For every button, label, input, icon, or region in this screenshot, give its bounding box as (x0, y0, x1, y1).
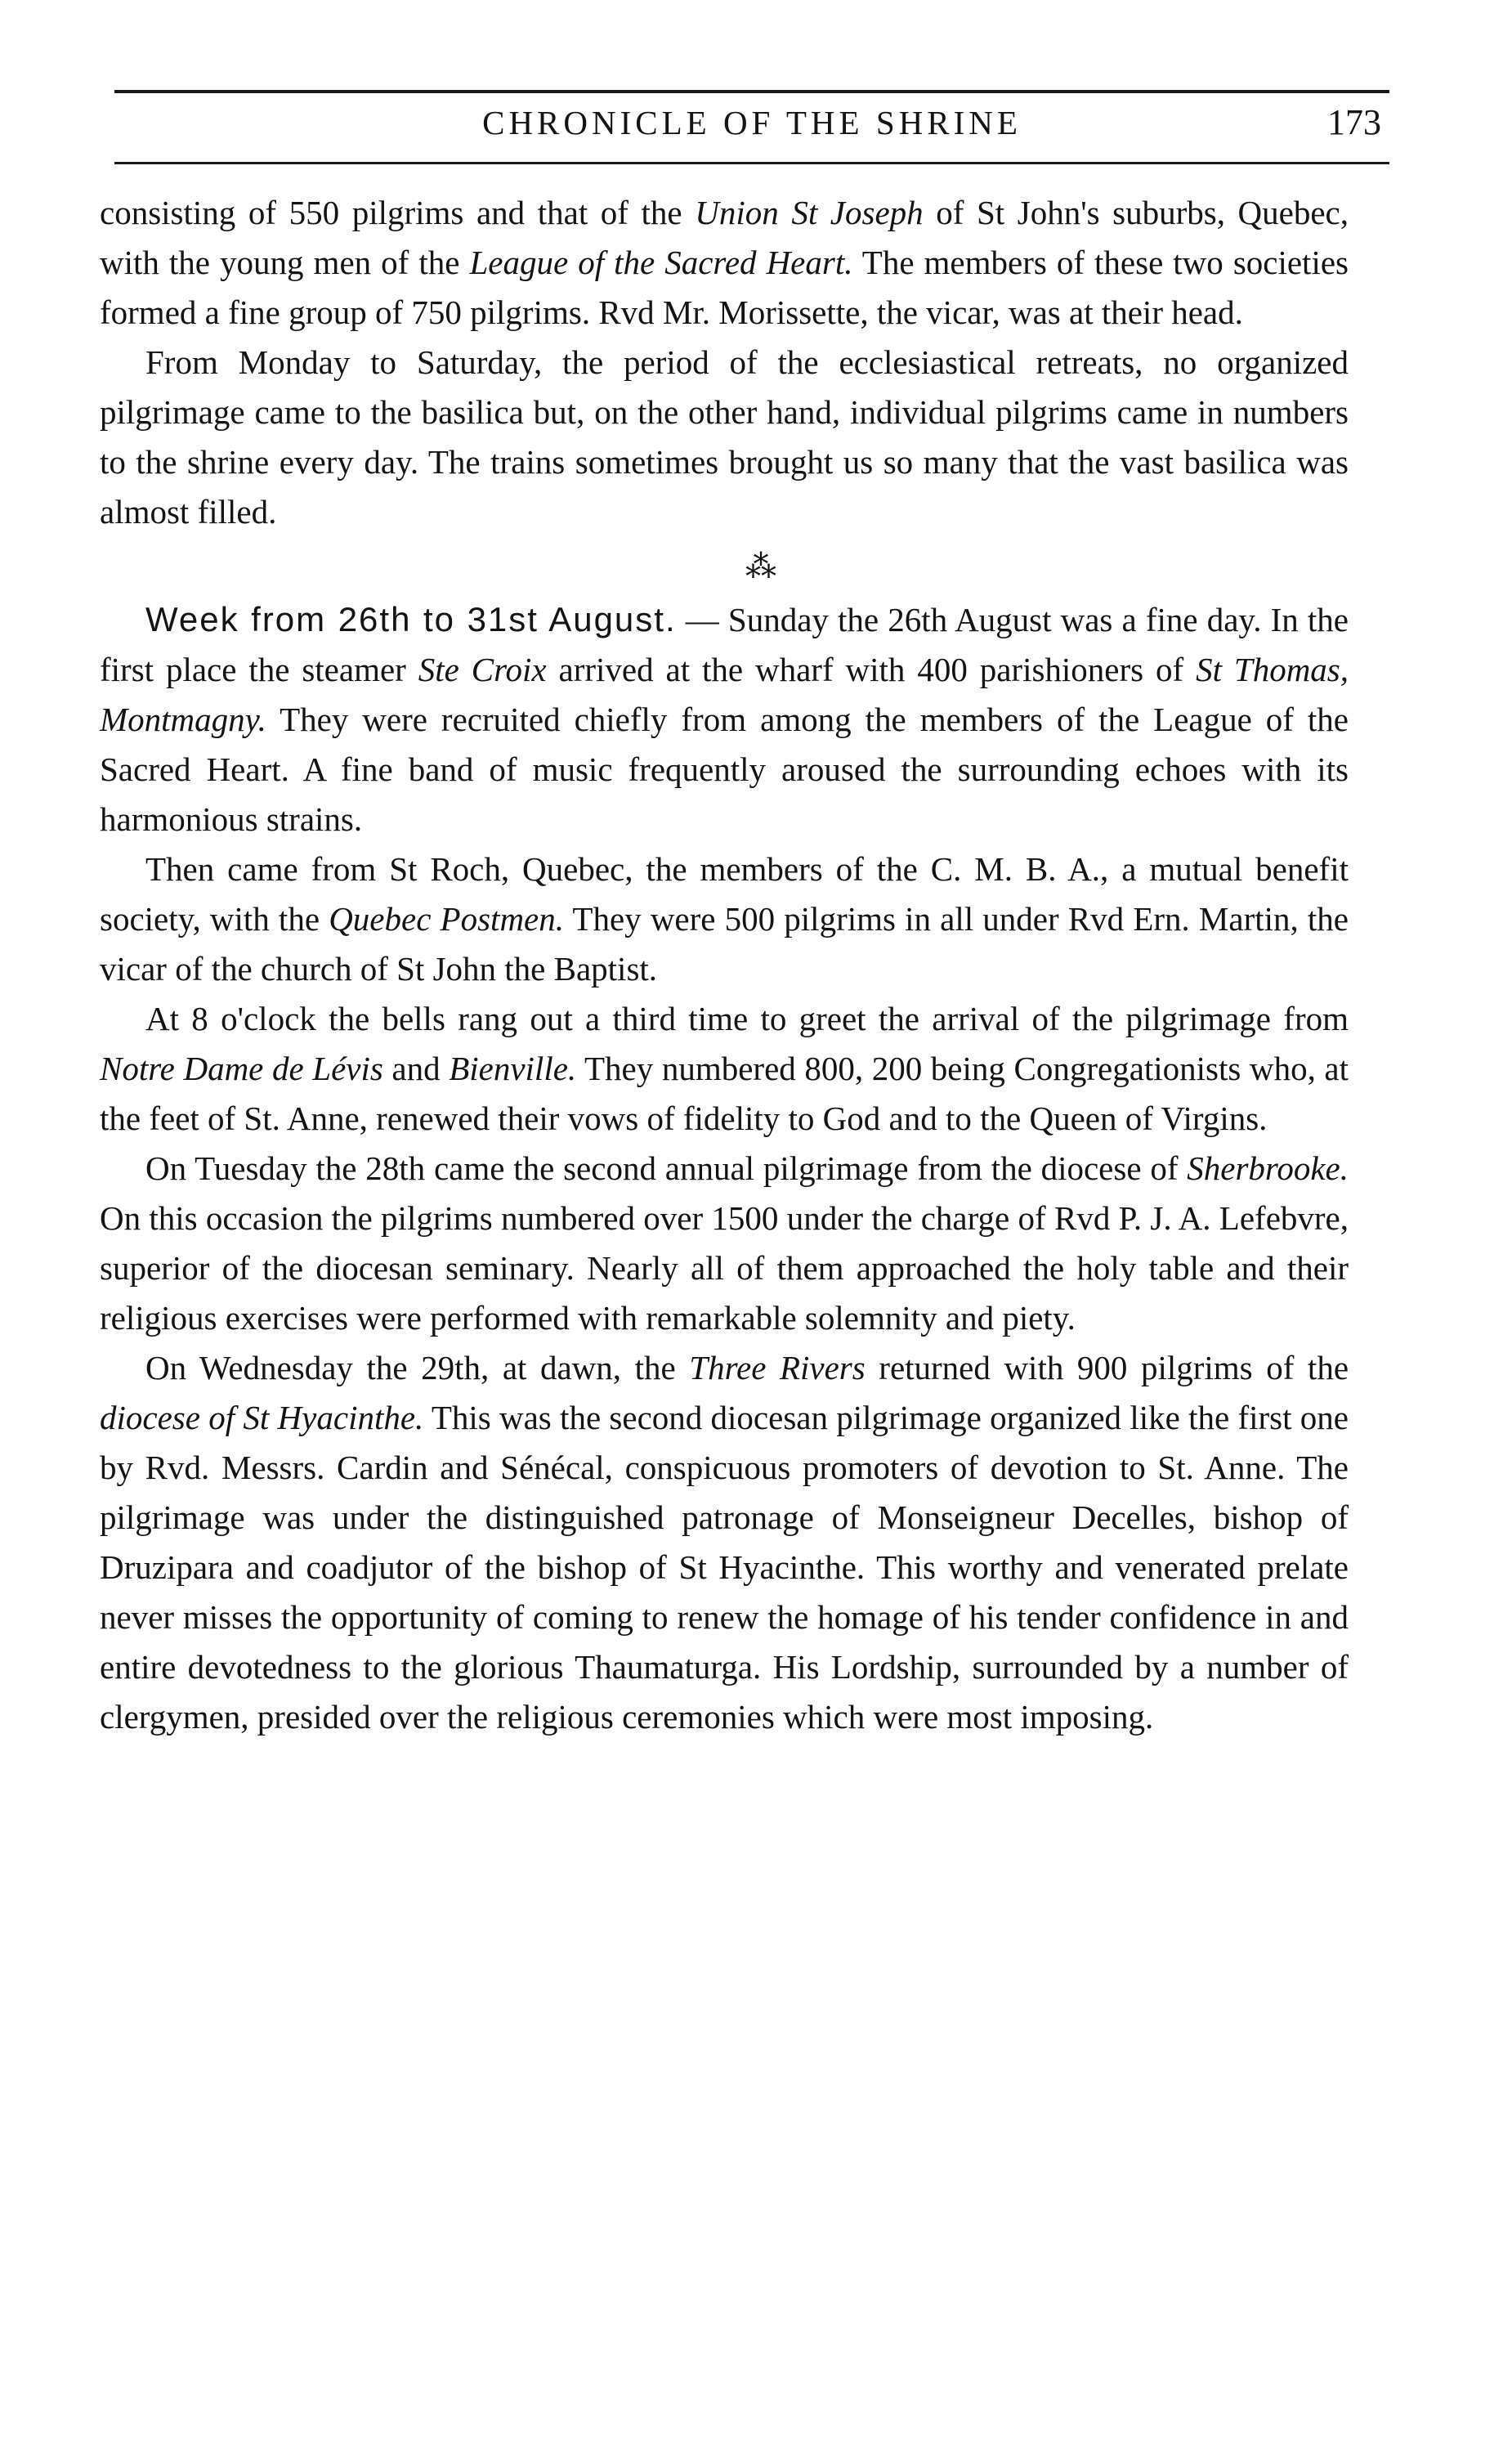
italic-name: Three Rivers (689, 1349, 866, 1386)
paragraph-3 (100, 594, 1349, 844)
paragraph-text: of St John's suburbs, Quebec, with the young men of the (100, 194, 1349, 281)
paragraph-text: The members of these two societies formed a fine group of 750 pilgrims. Rvd Mr. Morissette, the vicar, was at their head. (100, 244, 1349, 331)
paragraph-text: Then came from St Roch, Quebec, the members of the C. M. B. A., a mutual benefit society, with the (100, 850, 1349, 938)
italic-name: Sherbrooke. (1187, 1149, 1349, 1187)
body-text (100, 188, 1349, 1742)
italic-name: diocese of St Hyacinthe. (100, 1399, 424, 1436)
paragraph-text: They numbered 800, 200 being Congregationists who, at the feet of St. Anne, renewed their vows of fidelity to God and to the Queen of Virgins. (100, 1050, 1349, 1137)
italic-name: Bienville. (449, 1050, 577, 1087)
section-ornament: ⁂ (745, 550, 776, 585)
italic-name: Ste Croix (418, 651, 547, 688)
header-underline (114, 162, 1389, 164)
paragraph-text: On this occasion the pilgrims numbered over 1500 under the charge of Rvd P. J. A. Lefebvre, superior of the diocesan seminary. Nearly all of them approached the holy table and their religious exercises were performed with remarkable solemnity and piety. (100, 1199, 1349, 1337)
running-title: CHRONICLE OF THE SHRINE (482, 104, 1022, 141)
paragraph-7 (100, 1343, 1349, 1742)
paragraph-text: On Tuesday the 28th came the second annual pilgrimage from the diocese of (145, 1149, 1188, 1187)
italic-name: Quebec Postmen. (329, 900, 564, 938)
italic-name: St Thomas, Montmagny. (100, 651, 1349, 738)
paragraph-text: returned with 900 pilgrims of the (865, 1349, 1349, 1386)
page-header (114, 100, 1389, 157)
paragraph-6 (100, 1144, 1349, 1343)
section-heading: Week from 26th to 31st August. (145, 600, 677, 638)
header-rule (114, 90, 1389, 93)
italic-name: League of the Sacred Heart. (469, 244, 853, 281)
paragraph-text: and (382, 1050, 450, 1087)
paragraph-text: consisting of 550 pilgrims and that of the (100, 194, 696, 231)
paragraph-text: — Sunday the 26th August was a fine day. In the first place the steamer (100, 601, 1349, 688)
paragraph-4 (100, 844, 1349, 994)
paragraph-1 (100, 188, 1349, 338)
paragraph-text: At 8 o'clock the bells rang out a third time to greet the arrival of the pilgrimage from (145, 1000, 1349, 1037)
italic-name: Notre Dame de Lévis (100, 1050, 383, 1087)
paragraph-text: This was the second diocesan pilgrimage organized like the first one by Rvd. Messrs. Cardin and Sénécal, conspicuous promoters of devotion to St. Anne. The pilgrimage was under the distinguished patronage of Monseigneur Decelles, bishop of Druzipara and coadjutor of the bishop of St Hyacinthe. This worthy and venerated prelate never misses the opportunity of coming to renew the homage of his tender confidence in and entire devotedness to the glorious Thaumaturga. His Lordship, surrounded by a number of clergymen, presided over the religious ceremonies which were most imposing. (100, 1399, 1349, 1736)
paragraph-5 (100, 994, 1349, 1144)
paragraph-text: On Wednesday the 29th, at dawn, the (145, 1349, 690, 1386)
paragraph-text: arrived at the wharf with 400 parishioners of (546, 651, 1197, 688)
paragraph-text: They were 500 pilgrims in all under Rvd Ern. Martin, the vicar of the church of St John the Baptist. (100, 900, 1349, 988)
paragraph-2: From Monday to Saturday, the period of the ecclesiastical retreats, no organized pilgrimage came to the basilica but, on the other hand, individual pilgrims came in numbers to the shrine every day. The trains sometimes brought us so many that the vast basilica was almost filled. (100, 343, 1349, 531)
paragraph-text: They were recruited chiefly from among the members of the League of the Sacred Heart. A fine band of music frequently aroused the surrounding echoes with its harmonious strains. (100, 701, 1349, 838)
page-number: 173 (1327, 102, 1381, 142)
italic-name: Union St Joseph (695, 194, 924, 231)
